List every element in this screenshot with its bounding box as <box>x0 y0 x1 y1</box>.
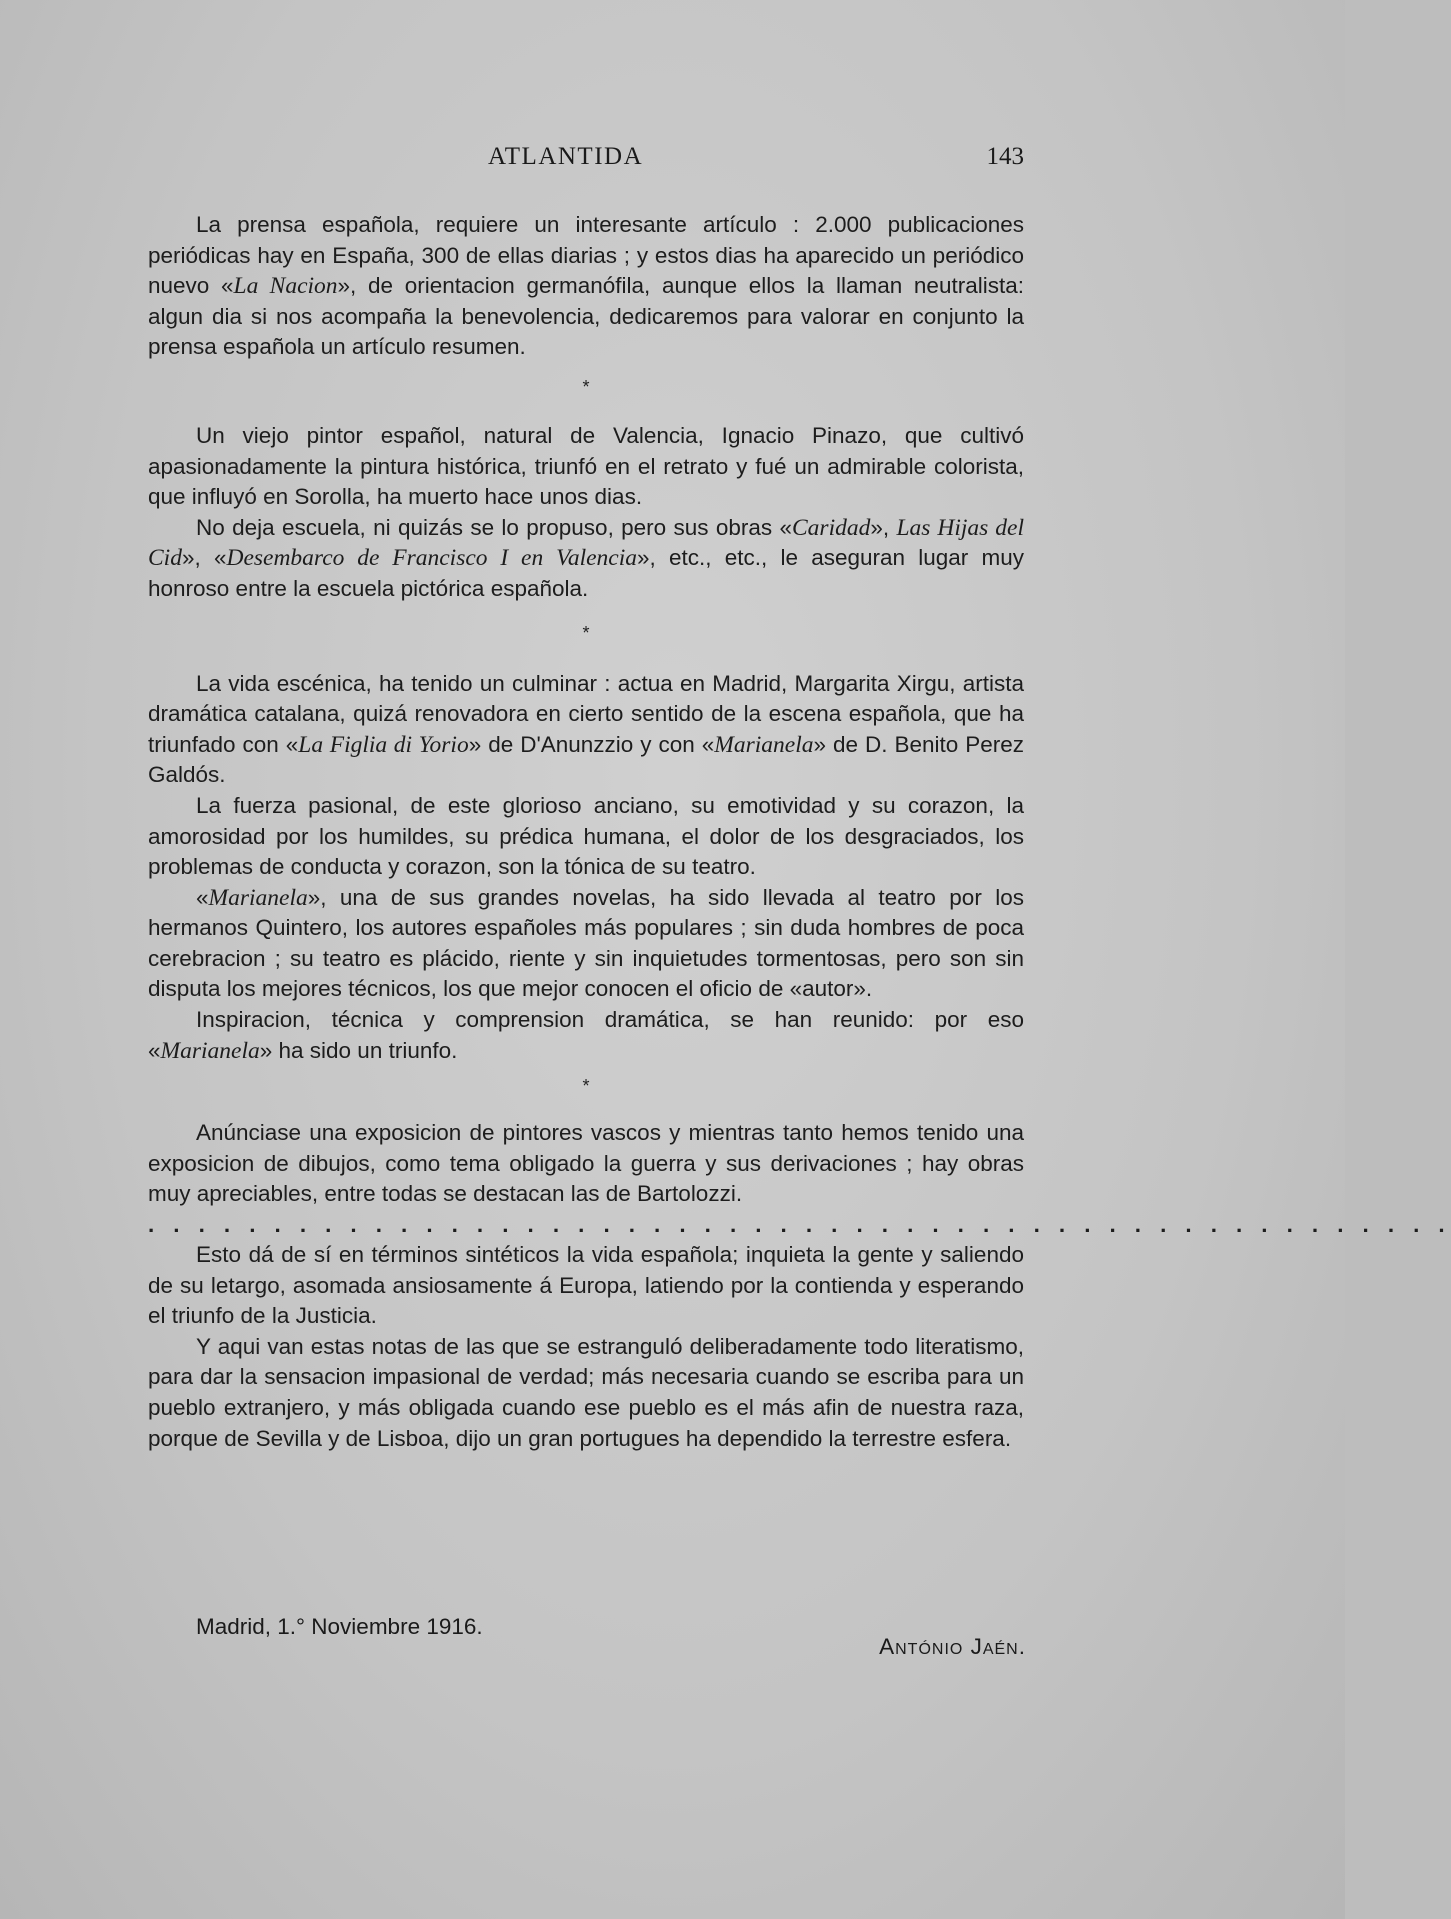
paragraph-xirgu <box>148 669 1024 791</box>
signoff <box>196 1614 1026 1674</box>
text-run: », <box>870 514 897 540</box>
text-run: » ha sido un triunfo. <box>259 1037 458 1063</box>
author-signature: António Jaén. <box>879 1634 1026 1659</box>
text-run: » de D. Benito Perez Galdós. <box>148 731 1024 788</box>
italic-title: La Figlia di Yorio <box>298 731 469 758</box>
section-separator: * <box>582 622 590 643</box>
paragraph-triunfo <box>148 1005 1024 1066</box>
section-separator: * <box>582 1076 590 1097</box>
paragraph-pinazo-obras <box>148 513 1024 605</box>
italic-title: Marianela <box>208 884 308 911</box>
paragraph-notas: Y aqui van estas notas de las que se estranguló deliberadamente todo literatismo, para dar la sensacion impasional de verdad; más necesaria cuando se escriba para un pueblo extranjero, y más obligada cuando ese pueblo es el más afin de nuestra raza, porque de Sevilla y de Lisboa, dijo un gran portugues ha dependido la terrestre esfera. <box>148 1333 1024 1451</box>
text-run: « <box>196 884 209 910</box>
article-body <box>148 210 1451 1454</box>
text-run: No deja escuela, ni quizás se lo propuso, pero sus obras « <box>196 514 792 540</box>
text-run: Inspiracion, técnica y comprension dramática, se han reunido: por eso « <box>148 1007 1024 1063</box>
paragraph-pinazo: Un viejo pintor español, natural de Valencia, Ignacio Pinazo, que cultivó apasionadamente la pintura histórica, triunfó en el retrato y fué un admirable colorista, que influyó en Sorolla, ha muerto hace unos dias. <box>148 422 1024 510</box>
text-run: » de D'Anunzzio y con « <box>468 731 715 757</box>
paragraph-galdos: La fuerza pasional, de este glorioso anciano, su emotividad y su corazon, la amorosidad por los humildes, su prédica humana, el dolor de los desgraciados, los problemas de conducta y corazon, son la tónica de su teatro. <box>148 792 1024 880</box>
italic-title: Caridad <box>792 514 871 541</box>
page-number: 143 <box>986 143 1024 170</box>
journal-title: ATLANTIDA <box>488 143 644 170</box>
dotted-rule: . . . . . . . . . . . . . . . . . . . . . . . . . . . . . . . . . . . . . . . . . . . . . . . . . . . . <box>148 1212 1451 1238</box>
italic-title: Marianela <box>714 731 814 758</box>
text-run: », de orientacion germanófila, aunque ellos la llaman neutralista: algun dia si nos acompaña la benevolencia, dedicaremos para valorar en conjunto la prensa española un artículo resumen. <box>148 273 1024 360</box>
italic-title: La Nacion <box>233 273 338 300</box>
paragraph-marianela <box>148 883 1024 1005</box>
text-run: La vida escénica, ha tenido un culminar : actua en Madrid, Margarita Xirgu, artista dramática catalana, quizá renovadora en cierto sentido de la escena española, que ha triunfado con « <box>148 670 1024 757</box>
italic-title: Las Hijas del Cid <box>148 514 1024 572</box>
section-separator: * <box>582 376 590 397</box>
dateline: Madrid, 1.° Noviembre 1916. <box>196 1614 483 1639</box>
italic-title: Desembarco de Francisco I en Valencia <box>226 545 637 572</box>
paragraph-exposicion: Anúnciase una exposicion de pintores vascos y mientras tanto hemos tenido una exposicion de dibujos, como tema obligado la guerra y sus derivaciones ; hay obras muy apreciables, entre todas se destacan las de Bartolozzi. <box>148 1120 1024 1207</box>
running-header <box>148 143 1024 177</box>
text-run: La prensa española, requiere un interesante artículo : 2.000 publicaciones periódicas hay en España, 300 de ellas diarias ; y estos dias ha aparecido un periódico nuevo « <box>148 212 1024 299</box>
italic-title: Marianela <box>160 1037 260 1064</box>
paragraph-prensa <box>148 210 1024 363</box>
text-run: », etc., etc., le aseguran lugar muy honroso entre la escuela pictórica española. <box>148 545 1024 601</box>
text-run: », una de sus grandes novelas, ha sido llevada al teatro por los hermanos Quintero, los autores españoles más populares ; sin duda hombres de poca cerebracion ; su teatro es plácido, riente y sin inquietudes tormentosas, pero son sin disputa los mejores técnicos, los que mejor conocen el oficio de «autor». <box>148 884 1024 1002</box>
paragraph-sintesis: Esto dá de sí en términos sintéticos la vida española; inquieta la gente y saliendo de su letargo, asomada ansiosamente á Europa, latiendo por la contienda y esperando el triunfo de la Justicia. <box>148 1242 1024 1329</box>
text-run: », « <box>181 545 227 571</box>
